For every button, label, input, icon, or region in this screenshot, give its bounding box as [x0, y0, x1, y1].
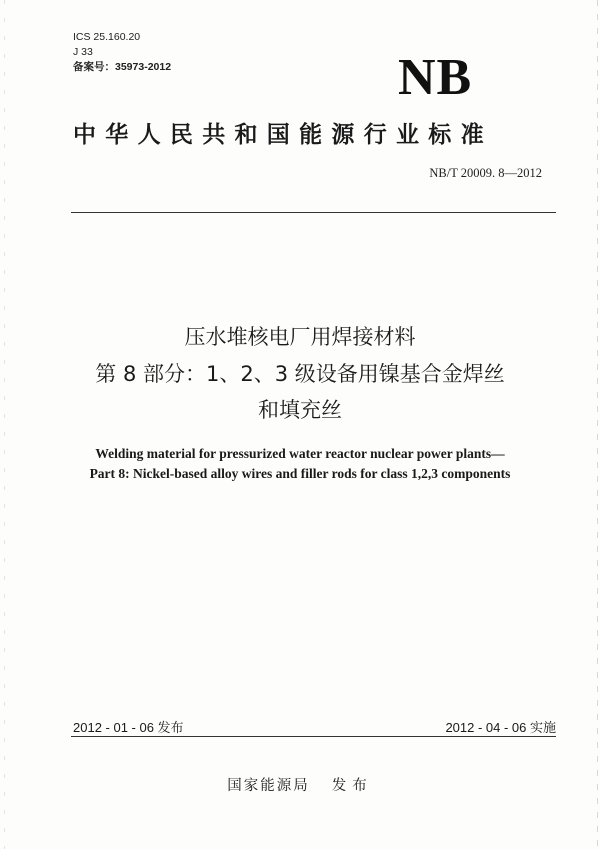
classification-block	[73, 30, 171, 75]
footer-divider	[71, 736, 556, 737]
title-en-line-2: Part 8: Nickel-based alloy wires and filler rods for class 1,2,3 components	[89, 466, 511, 481]
filing-number: 备案号：35973-2012	[73, 61, 172, 73]
issue-date: 2012 - 01 - 06 发布	[73, 720, 184, 735]
title-en-line-1: Welding material for pressurized water reactor nuclear power plants—	[95, 446, 505, 461]
header-divider	[71, 212, 556, 213]
scan-edge-artifact-left	[4, 0, 5, 849]
scan-edge-artifact	[597, 0, 598, 849]
publisher-organization: 国家能源局	[227, 778, 310, 794]
title-cn-line-2: 第 8 部分：1、2、3 级设备用镍基合金焊丝	[95, 362, 505, 386]
ics-code: ICS 25.160.20	[73, 31, 141, 43]
title-cn-line-3: 和填充丝	[258, 398, 342, 422]
implementation-date: 2012 - 04 - 06 实施	[445, 720, 556, 735]
publisher-line	[0, 774, 600, 795]
publisher-action: 发布	[331, 778, 373, 794]
ccs-code: J 33	[73, 46, 93, 58]
title-cn-line-1: 压水堆核电厂用焊接材料	[184, 325, 416, 349]
standard-number: NB/T 20009. 8—2012	[429, 166, 542, 180]
standard-category-heading: 中华人民共和国能源行业标准	[73, 122, 493, 148]
nb-logo: NB	[398, 49, 473, 106]
